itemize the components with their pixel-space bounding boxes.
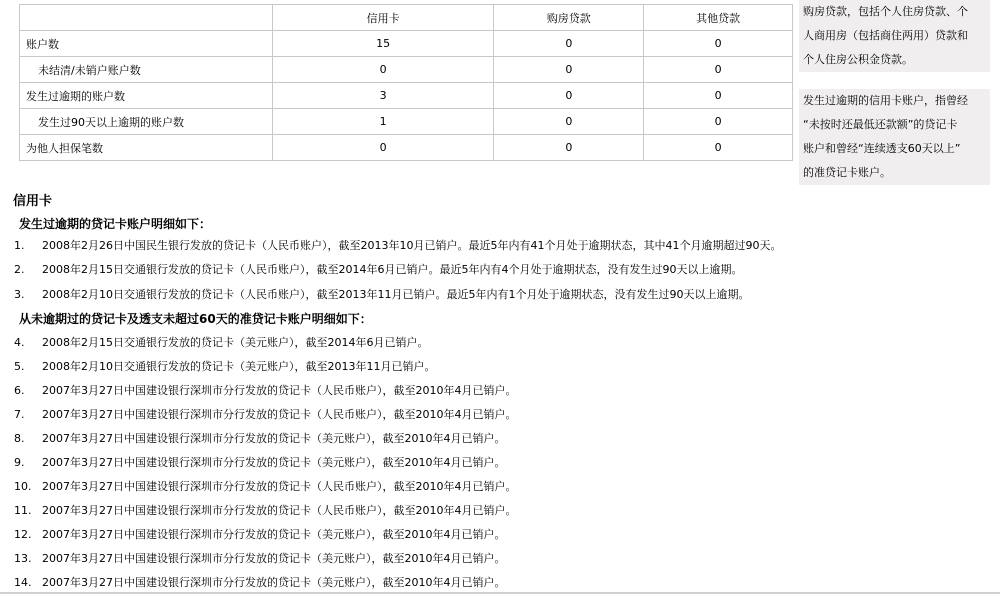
item-number: 10. <box>14 480 32 493</box>
item-text: 2008年2月15日交通银行发放的贷记卡（美元账户），截至2014年6月已销户。 <box>42 336 429 349</box>
list-item <box>14 357 435 377</box>
item-number: 6. <box>14 384 25 397</box>
list-item <box>14 549 505 569</box>
list-item <box>14 381 516 401</box>
table-cell: 0 <box>494 31 644 57</box>
table-cell: 1 <box>272 109 494 135</box>
item-text: 2007年3月27日中国建设银行深圳市分行发放的贷记卡（美元账户），截至2010年4月已销户。 <box>42 552 506 565</box>
item-text: 2008年2月26日中国民生银行发放的贷记卡（人民币账户），截至2013年10月已销户。最近5年内有41个月处于逾期状态，其中41个月逾期超过90天。 <box>42 239 782 252</box>
item-number: 9. <box>14 456 25 469</box>
item-number: 14. <box>14 576 32 589</box>
table-row <box>20 135 793 161</box>
table-cell: 0 <box>644 83 793 109</box>
item-number: 1. <box>14 239 25 252</box>
note-line: 人商用房（包括商住两用）贷款和 <box>803 29 968 42</box>
account-summary-table <box>19 4 793 161</box>
table-cell: 0 <box>272 57 494 83</box>
item-text: 2007年3月27日中国建设银行深圳市分行发放的贷记卡（人民币账户），截至2010年4月已销户。 <box>42 504 517 517</box>
note-line: 购房贷款，包括个人住房贷款、个 <box>803 5 968 18</box>
table-cell: 0 <box>494 57 644 83</box>
table-cell: 0 <box>644 109 793 135</box>
note-line: 个人住房公积金贷款。 <box>803 53 913 66</box>
table-cell: 0 <box>644 135 793 161</box>
table-row <box>20 57 793 83</box>
list-item <box>14 573 505 593</box>
item-number: 3. <box>14 288 25 301</box>
table-header-cell: 购房贷款 <box>494 5 644 31</box>
item-text: 2007年3月27日中国建设银行深圳市分行发放的贷记卡（美元账户），截至2010年4月已销户。 <box>42 528 506 541</box>
list-item <box>14 477 516 497</box>
housing-loan-note <box>799 0 990 72</box>
bottom-divider <box>0 592 1000 594</box>
item-text: 2007年3月27日中国建设银行深圳市分行发放的贷记卡（美元账户），截至2010年4月已销户。 <box>42 456 506 469</box>
item-text: 2008年2月10日交通银行发放的贷记卡（美元账户），截至2013年11月已销户。 <box>42 360 436 373</box>
table-cell: 0 <box>494 109 644 135</box>
table-header-row <box>20 5 793 31</box>
item-text: 2008年2月15日交通银行发放的贷记卡（人民币账户），截至2014年6月已销户。最近5年内有4个月处于逾期状态，没有发生过90天以上逾期。 <box>42 263 743 276</box>
table-row <box>20 31 793 57</box>
overdue-accounts-heading: 发生过逾期的贷记卡账户明细如下： <box>19 217 212 231</box>
item-text: 2007年3月27日中国建设银行深圳市分行发放的贷记卡（人民币账户），截至2010年4月已销户。 <box>42 384 517 397</box>
item-text: 2008年2月10日交通银行发放的贷记卡（人民币账户），截至2013年11月已销户。最近5年内有1个月处于逾期状态，没有发生过90天以上逾期。 <box>42 288 750 301</box>
overdue-card-note <box>799 89 990 185</box>
row-label: 未结清/未销户账户数 <box>20 57 273 83</box>
list-item <box>14 429 505 449</box>
table-cell: 0 <box>494 135 644 161</box>
item-number: 7. <box>14 408 25 421</box>
item-number: 8. <box>14 432 25 445</box>
row-label: 发生过逾期的账户数 <box>20 83 273 109</box>
note-line: 账户和曾经“连续透支60天以上” <box>803 142 961 155</box>
table-header-cell: 其他贷款 <box>644 5 793 31</box>
table-cell: 3 <box>272 83 494 109</box>
table-row <box>20 83 793 109</box>
table-row <box>20 109 793 135</box>
item-text: 2007年3月27日中国建设银行深圳市分行发放的贷记卡（美元账户），截至2010年4月已销户。 <box>42 576 506 589</box>
normal-accounts-heading: 从未逾期过的贷记卡及透支未超过60天的准贷记卡账户明细如下： <box>19 312 372 326</box>
list-item <box>14 285 749 305</box>
row-label: 账户数 <box>20 31 273 57</box>
list-item <box>14 333 428 353</box>
note-line: 发生过逾期的信用卡账户，指曾经 <box>803 94 968 107</box>
item-number: 11. <box>14 504 32 517</box>
list-item <box>14 236 781 256</box>
section-title: 信用卡 <box>13 194 53 209</box>
list-item <box>14 525 505 545</box>
list-item <box>14 453 505 473</box>
item-number: 12. <box>14 528 32 541</box>
item-text: 2007年3月27日中国建设银行深圳市分行发放的贷记卡（美元账户），截至2010年4月已销户。 <box>42 432 506 445</box>
table-cell: 0 <box>644 31 793 57</box>
row-label: 发生过90天以上逾期的账户数 <box>20 109 273 135</box>
list-item <box>14 405 516 425</box>
item-number: 13. <box>14 552 32 565</box>
note-line: “未按时还最低还款额”的贷记卡 <box>803 118 958 131</box>
table-cell: 15 <box>272 31 494 57</box>
item-number: 5. <box>14 360 25 373</box>
row-label: 为他人担保笔数 <box>20 135 273 161</box>
item-number: 2. <box>14 263 25 276</box>
table-header-cell <box>20 5 273 31</box>
list-item <box>14 501 516 521</box>
table-cell: 0 <box>644 57 793 83</box>
note-line: 的准贷记卡账户。 <box>803 166 891 179</box>
table-cell: 0 <box>494 83 644 109</box>
table-cell: 0 <box>272 135 494 161</box>
table-header-cell: 信用卡 <box>272 5 494 31</box>
item-number: 4. <box>14 336 25 349</box>
item-text: 2007年3月27日中国建设银行深圳市分行发放的贷记卡（人民币账户），截至2010年4月已销户。 <box>42 408 517 421</box>
list-item <box>14 260 742 280</box>
item-text: 2007年3月27日中国建设银行深圳市分行发放的贷记卡（人民币账户），截至2010年4月已销户。 <box>42 480 517 493</box>
